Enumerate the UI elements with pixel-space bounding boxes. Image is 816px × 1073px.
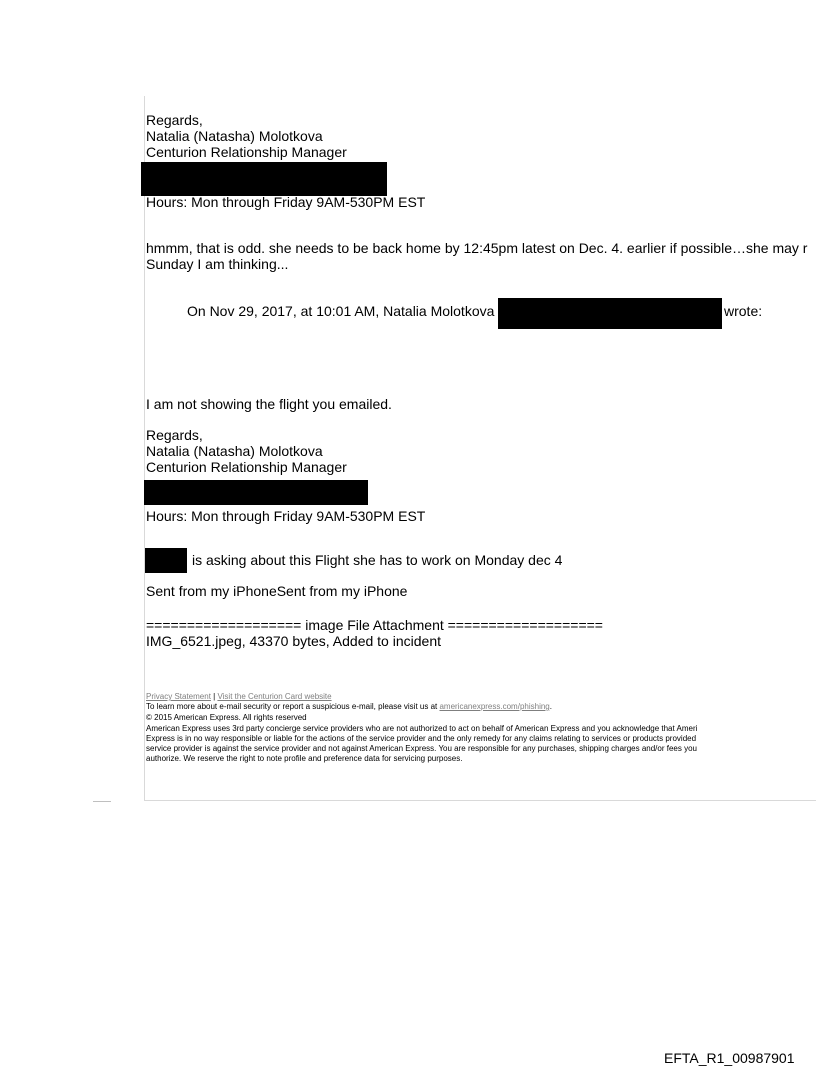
reply-line: Sunday I am thinking... (146, 256, 289, 272)
attachment-header: =================== image File Attachment =================== (146, 617, 603, 633)
centurion-website-link[interactable]: Visit the Centurion Card website (217, 692, 332, 701)
signature-title: Centurion Relationship Manager (146, 144, 347, 160)
attachment-info: IMG_6521.jpeg, 43370 bytes, Added to incident (146, 633, 441, 649)
footer-links (146, 692, 332, 702)
redaction-box (498, 298, 722, 329)
copyright-text: © 2015 American Express. All rights reserved (146, 713, 307, 722)
privacy-statement-link[interactable]: Privacy Statement (146, 692, 211, 701)
signature-hours: Hours: Mon through Friday 9AM-530PM EST (146, 508, 426, 524)
disclaimer-line: Express is in no way responsible or liable for the actions of the service provider and the only remedy for any claims relating to services or products provided (146, 734, 697, 743)
disclaimer-line: authorize. We reserve the right to note profile and preference data for servicing purposes. (146, 754, 463, 763)
signature-regards: Regards, (146, 427, 203, 443)
signature-regards: Regards, (146, 112, 203, 128)
disclaimer-line: American Express uses 3rd party concierge service providers who are not authorized to act on behalf of American Express and you acknowledge that Ameri (146, 724, 698, 733)
link-separator: | (210, 692, 218, 701)
security-notice (146, 702, 552, 712)
margin-mark (93, 801, 111, 802)
message-text: I am not showing the flight you emailed. (146, 396, 392, 412)
sent-from-line: Sent from my iPhoneSent from my iPhone (146, 583, 408, 599)
security-text: To learn more about e-mail security or report a suspicious e-mail, please visit us at (146, 702, 440, 711)
signature-title: Centurion Relationship Manager (146, 459, 347, 475)
quote-header-suffix: wrote: (724, 303, 763, 319)
disclaimer-line: service provider is against the service provider and not against American Express. You are responsible for any purchases, shipping charges and/or fees you (146, 744, 697, 753)
phishing-link[interactable]: americanexpress.com/phishing (439, 702, 550, 711)
document-id: EFTA_R1_00987901 (664, 1050, 795, 1066)
redaction-box (145, 548, 187, 573)
security-text-end: . (549, 702, 552, 711)
quote-header-prefix: On Nov 29, 2017, at 10:01 AM, Natalia Molotkova (187, 303, 495, 319)
redaction-box (144, 480, 368, 505)
signature-name: Natalia (Natasha) Molotkova (146, 128, 323, 144)
signature-name: Natalia (Natasha) Molotkova (146, 443, 323, 459)
redaction-box (141, 162, 387, 196)
message-text: is asking about this Flight she has to work on Monday dec 4 (192, 552, 563, 568)
signature-hours: Hours: Mon through Friday 9AM-530PM EST (146, 194, 426, 210)
reply-line: hmmm, that is odd. she needs to be back home by 12:45pm latest on Dec. 4. earlier if possible…she may r (146, 240, 808, 256)
